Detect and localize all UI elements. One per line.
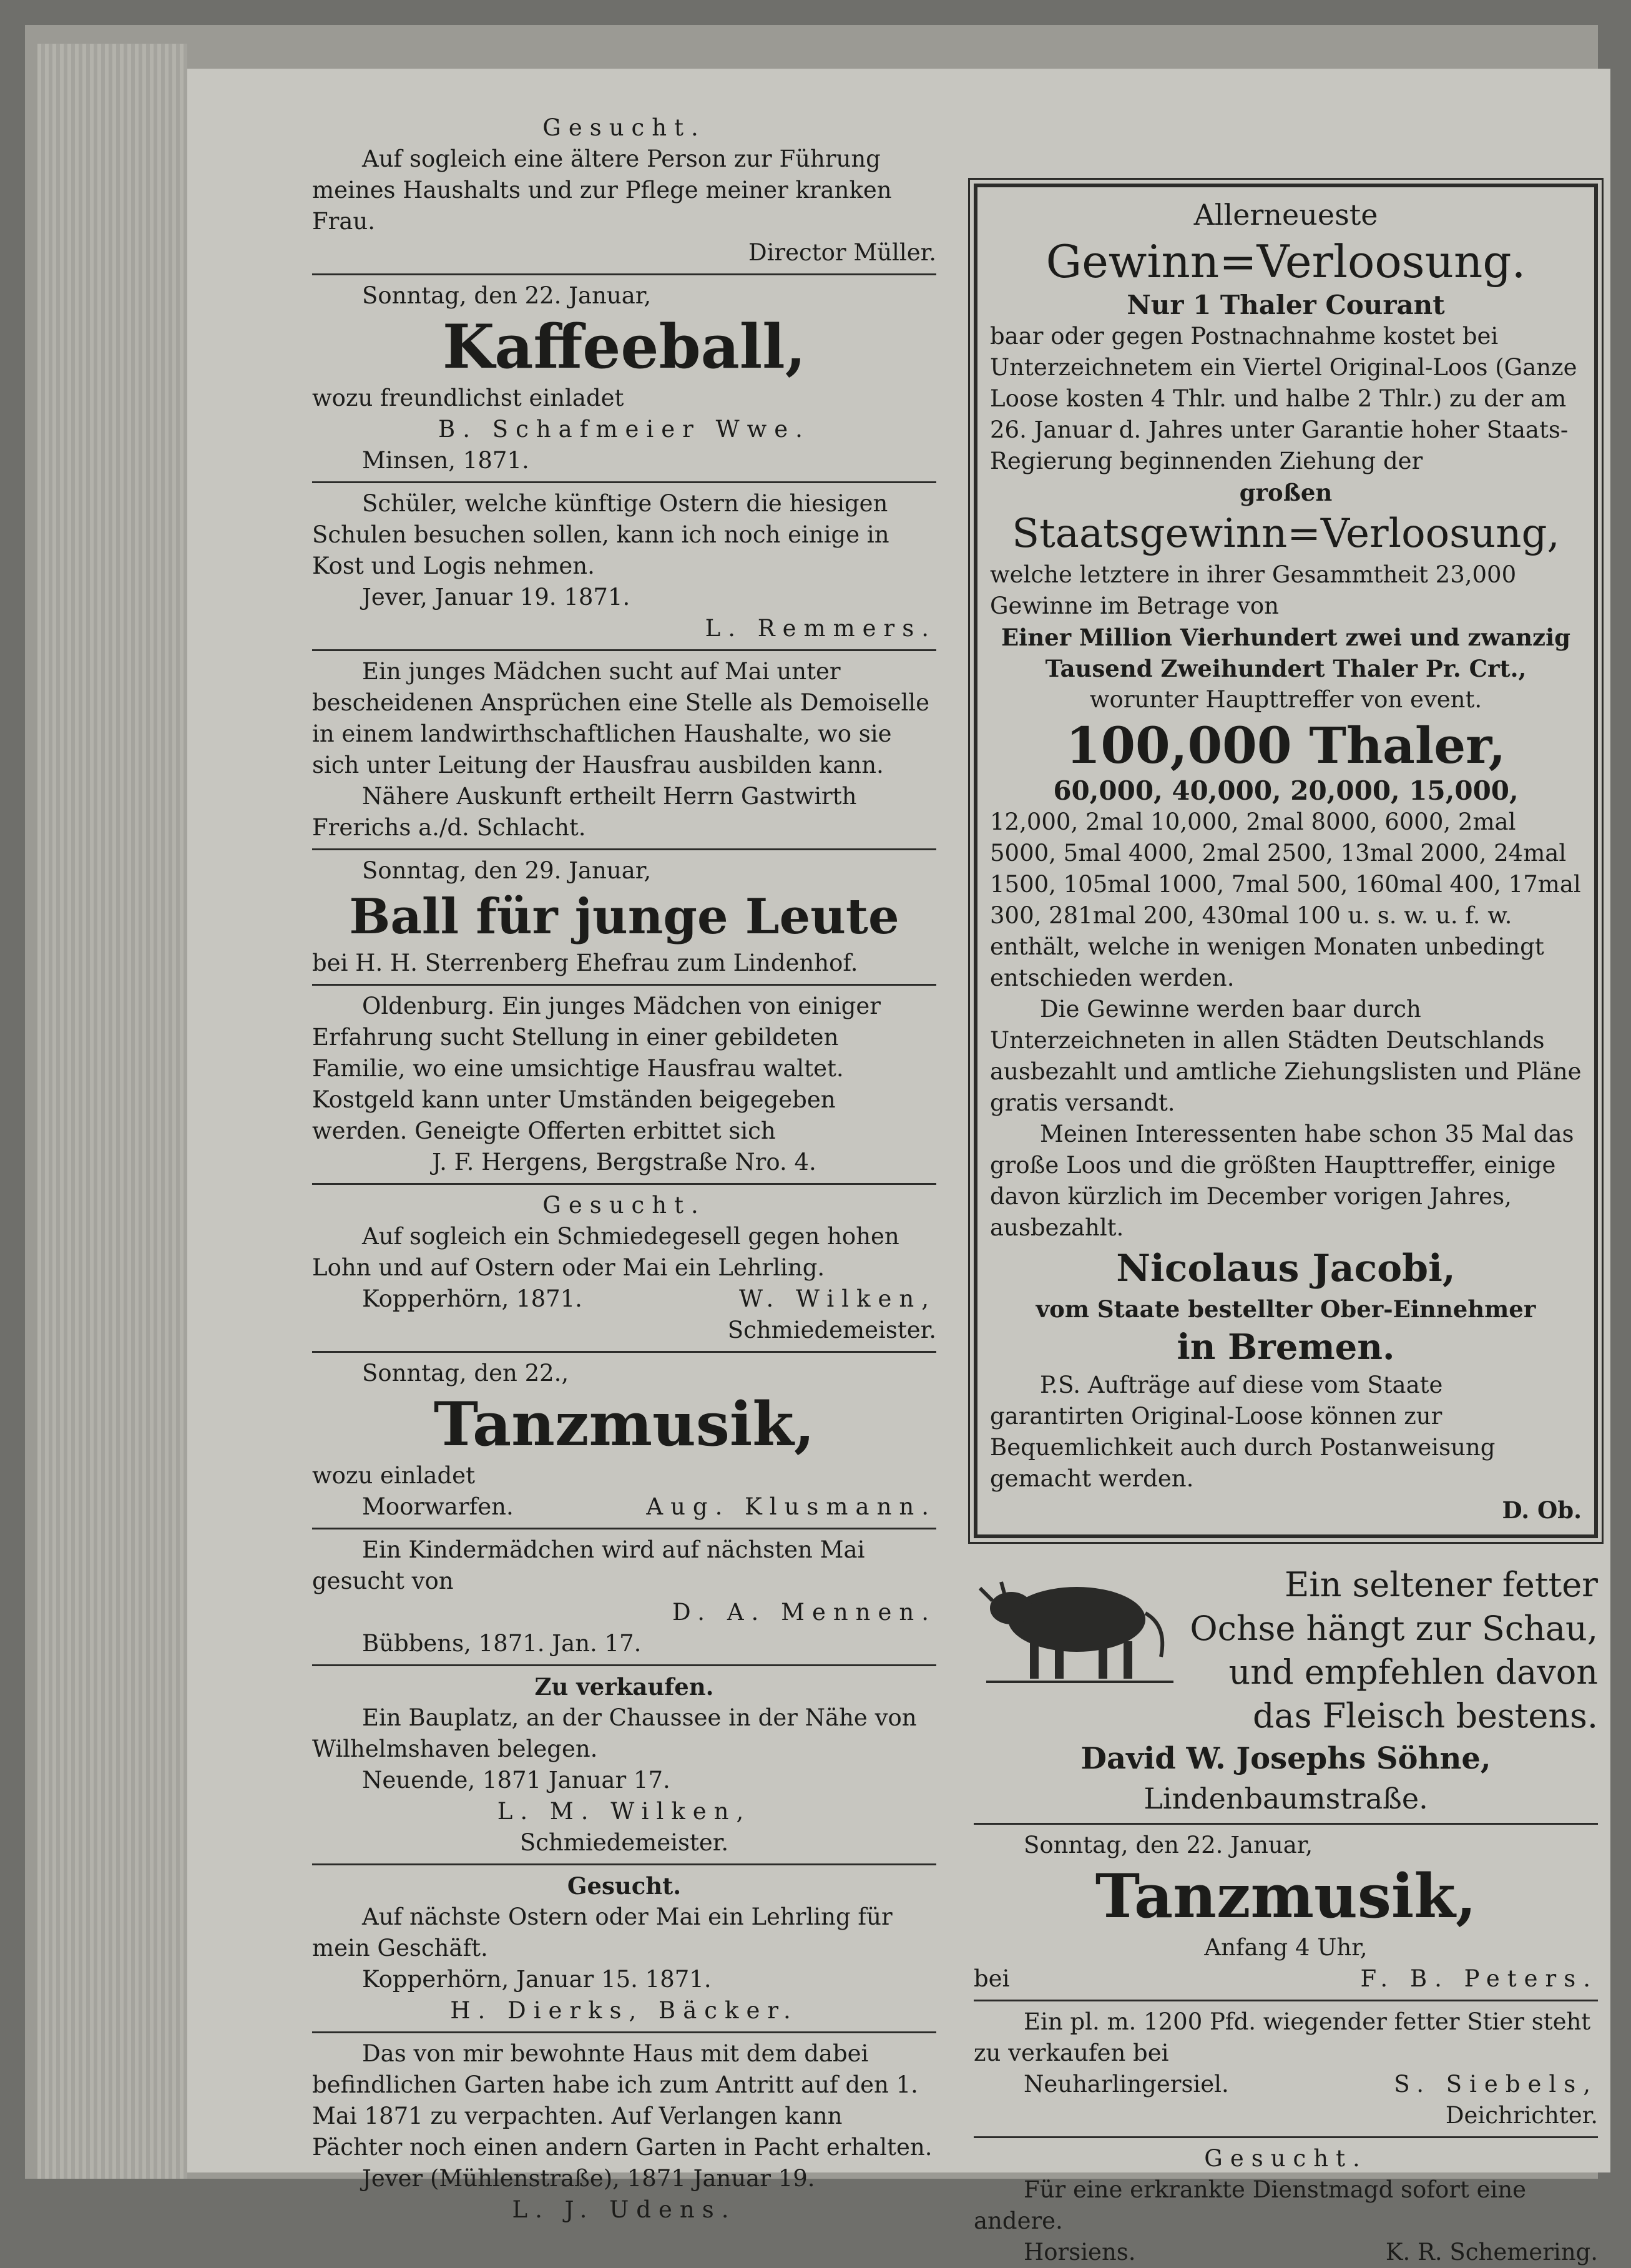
ad-name: Aug. Klusmann. — [646, 1493, 936, 1520]
ad-youth-ball — [312, 855, 936, 979]
ad-role: Deichrichter. — [1445, 2102, 1598, 2129]
ox-street: Lindenbaumstraße. — [1144, 1782, 1428, 1815]
lottery-text-4: Meinen Interessenten habe schon 35 Mal das große Loos und die größten Haupttreffer, einige davon kürzlich im December vorigen Jahres, ausbezahlt. — [990, 1121, 1574, 1241]
lottery-name: Nicolaus Jacobi, — [1116, 1247, 1456, 1290]
ad-place: Minsen, 1871. — [362, 447, 529, 474]
ad-more-info: Nähere Auskunft ertheilt Herrn Gastwirth Frerichs a./d. Schlacht. — [312, 783, 857, 841]
ad-heading: Gesucht. — [567, 1872, 682, 1900]
ad-name: F. B. Peters. — [1360, 1965, 1598, 1992]
lottery-ob: D. Ob. — [1502, 1496, 1582, 1524]
ad-text: Schüler, welche künftige Ostern die hiesigen Schulen besuchen sollen, kann ich noch einige in Kost und Logis nehmen. — [312, 490, 889, 579]
ad-line: wozu einladet — [312, 1462, 475, 1489]
lottery-prize-list: 12,000, 2mal 10,000, 2mal 8000, 6000, 2mal 5000, 5mal 4000, 2mal 2500, 13mal 2000, 24mal 1500, 105mal 1000, 7mal 500, 160mal 400, 17mal 300, 281mal 200, 430mal 100 u. s. w. u. f. w. enthält, welche in wenigen Monaten unbedingt entschieden werden. — [990, 808, 1581, 991]
ad-place: Horsiens. — [1024, 2239, 1136, 2266]
ad-name: B. Schafmeier Wwe. — [438, 416, 810, 443]
ad-date: Sonntag, den 22. Januar, — [1024, 1832, 1313, 1858]
ad-apprentice-baker — [312, 1870, 936, 2026]
ad-text: Das von mir bewohnte Haus mit dem dabei befindlichen Garten habe ich zum Antritt auf den 1. Mai 1871 zu verpachten. Auf Verlangen kann Pächter noch einen andern Garten in Pacht erhalten. — [312, 2040, 933, 2161]
ad-signature: Director Müller. — [748, 239, 936, 266]
left-column — [312, 112, 936, 2226]
ad-name: S. Siebels, — [1394, 2071, 1598, 2098]
ad-heading: Gesucht. — [542, 1192, 706, 1219]
divider — [312, 649, 936, 651]
ad-name: D. A. Mennen. — [672, 1599, 936, 1626]
ad-tanzmusik-peters — [974, 1830, 1598, 1995]
divider — [312, 1863, 936, 1865]
ad-place: Jever, Januar 19. 1871. — [362, 584, 630, 611]
divider — [312, 273, 936, 275]
ad-name: K. R. Schemering. — [1385, 2239, 1598, 2266]
ad-wanted-housekeeper — [312, 112, 936, 268]
lottery-city: in Bremen. — [1177, 1327, 1395, 1368]
ad-heading: Gesucht. — [542, 114, 706, 141]
ad-footer-row — [312, 1284, 936, 1315]
ad-name: W. Wilken, — [738, 1285, 936, 1312]
ad-tanzmusik-moorwarfen — [312, 1358, 936, 1523]
ad-house-lease — [312, 2038, 936, 2226]
lottery-role: vom Staate bestellter Ober-Einnehmer — [1036, 1295, 1536, 1323]
divider — [312, 481, 936, 483]
ad-time: Anfang 4 Uhr, — [1204, 1934, 1368, 1961]
divider — [312, 984, 936, 986]
divider — [974, 2136, 1598, 2138]
ad-building-plot — [312, 1671, 936, 1858]
ad-lottery-box — [974, 184, 1598, 1538]
ad-date: Sonntag, den 29. Januar, — [362, 857, 652, 884]
ad-place: Neuharlingersiel. — [1024, 2071, 1229, 2098]
ad-place: Moorwarfen. — [362, 1493, 514, 1520]
ad-heading: Zu verkaufen. — [534, 1673, 714, 1701]
divider — [974, 1823, 1598, 1825]
ad-date: Sonntag, den 22. Januar, — [362, 282, 652, 309]
ad-heading: Gesucht. — [1204, 2145, 1368, 2172]
ad-place: Jever (Mühlenstraße), 1871 Januar 19. — [362, 2165, 815, 2192]
divider — [312, 1183, 936, 1185]
ad-nanny-wanted — [312, 1534, 936, 1659]
ad-students-lodging — [312, 488, 936, 644]
ad-text: Auf nächste Ostern oder Mai ein Lehrling für mein Geschäft. — [312, 1903, 893, 1961]
ad-young-woman-position — [312, 656, 936, 843]
ad-place: Bübbens, 1871. Jan. 17. — [362, 1630, 642, 1657]
ad-footer-row — [974, 2237, 1598, 2268]
ad-date: Sonntag, den 22., — [362, 1360, 569, 1387]
page-edges — [37, 44, 187, 2179]
divider — [312, 1351, 936, 1353]
ad-bei: bei — [974, 1965, 1010, 1992]
ad-place: Kopperhörn, Januar 15. 1871. — [362, 1966, 712, 1993]
ad-title: Tanzmusik, — [433, 1389, 815, 1460]
divider — [312, 1664, 936, 1666]
ad-text: Ein pl. m. 1200 Pfd. wiegender fetter Stier steht zu verkaufen bei — [974, 2008, 1591, 2066]
lottery-text-3: Die Gewinne werden baar durch Unterzeichneten in allen Städten Deutschlands ausbezahlt und amtliche Ziehungslisten und Pläne gratis versandt. — [990, 996, 1582, 1116]
ad-role: Schmiedemeister. — [519, 1829, 729, 1856]
lottery-text-1: baar oder gegen Postnachnahme kostet bei Unterzeichnetem ein Viertel Original-Loos (Ganze Loose kosten 4 Thlr. und halbe 2 Thlr.) zu der am 26. Januar d. Jahres unter Garantie hoher Staats-Regierung beginnenden Ziehung der — [990, 323, 1577, 474]
ad-smith-journeyman — [312, 1190, 936, 1346]
divider — [312, 2031, 936, 2033]
lottery-prizes: 60,000, 40,000, 20,000, 15,000, — [1053, 775, 1519, 806]
ad-signature: L. J. Udens. — [512, 2196, 737, 2223]
ad-maid-wanted — [974, 2143, 1598, 2268]
ad-text: Oldenburg. Ein junges Mädchen von einiger Erfahrung sucht Stellung in einer gebildeten Familie, wo eine umsichtige Hausfrau waltet. Kostgeld kann unter Umständen beigegeben werden. Geneigte Offerten erbittet sich — [312, 993, 881, 1144]
ad-oldenburg — [312, 991, 936, 1178]
ad-ox-row — [974, 1563, 1598, 1738]
divider — [312, 1528, 936, 1529]
ad-text: Ein junges Mädchen sucht auf Mai unter bescheidenen Ansprüchen eine Stelle als Demoiselle in einem landwirthschaftlichen Haushalte, wo sie sich unter Leitung der Hausfrau ausbilden kann. — [312, 658, 930, 778]
ad-text: Ein Bauplatz, an der Chaussee in der Nähe von Wilhelmshaven belegen. — [312, 1704, 917, 1762]
lottery-top-prize: 100,000 Thaler, — [1065, 716, 1506, 775]
ad-bull-sale — [974, 2006, 1598, 2131]
lottery-grossen: großen — [1239, 479, 1333, 506]
ad-signature: H. Dierks, Bäcker. — [450, 1997, 798, 2024]
ad-place: Neuende, 1871 Januar 17. — [362, 1767, 670, 1794]
ad-title: Tanzmusik, — [1095, 1861, 1477, 1932]
lottery-text-2: welche letztere in ihrer Gesammtheit 23,000 Gewinne im Betrage von — [990, 561, 1517, 619]
ox-name: David W. Josephs Söhne, — [1080, 1741, 1491, 1776]
ad-title: Ball für junge Leute — [349, 888, 899, 945]
ad-signature: J. F. Hergens, Bergstraße Nro. 4. — [432, 1149, 816, 1176]
ad-line: bei H. H. Sterrenberg Ehefrau zum Lindenhof. — [312, 950, 858, 976]
ad-title: Kaffeeball, — [442, 312, 806, 382]
lottery-title-2: Staatsgewinn=Verloosung, — [1012, 511, 1560, 557]
ad-text: Auf sogleich ein Schmiedegesell gegen hohen Lohn und auf Ostern oder Mai ein Lehrling. — [312, 1223, 899, 1281]
ad-place: Kopperhörn, 1871. — [362, 1285, 582, 1312]
ad-name: L. M. Wilken, — [497, 1798, 752, 1825]
ad-ox — [974, 1563, 1598, 1818]
right-column — [974, 112, 1598, 2268]
ad-footer-row — [312, 1491, 936, 1523]
ox-text: Ein seltener fetter Ochse hängt zur Schau, und empfehlen davon das Fleisch bestens. — [1190, 1565, 1598, 1735]
ad-signature: L. Remmers. — [705, 615, 936, 642]
lottery-worunter: worunter Haupttreffer von event. — [1089, 686, 1482, 713]
lottery-kicker: Allerneueste — [1193, 198, 1378, 232]
ad-kaffeeball — [312, 280, 936, 476]
ad-text: Ein Kindermädchen wird auf nächsten Mai gesucht von — [312, 1536, 865, 1594]
ad-role: Schmiedemeister. — [727, 1317, 936, 1343]
lottery-title: Gewinn=Verloosung. — [1046, 235, 1526, 288]
divider — [312, 848, 936, 850]
ad-text: Für eine erkrankte Dienstmagd sofort eine andere. — [974, 2176, 1527, 2234]
ad-line: wozu freundlichst einladet — [312, 385, 624, 411]
ad-text: Auf sogleich eine ältere Person zur Führung meines Haushalts und zur Pflege meiner kranken Frau. — [312, 145, 892, 235]
lottery-ps: P.S. Aufträge auf diese vom Staate garantirten Original-Loose können zur Bequemlichkeit auch durch Postanweisung gemacht werden. — [990, 1372, 1496, 1492]
ad-footer-row — [974, 2069, 1598, 2100]
lottery-million: Einer Million Vierhundert zwei und zwanzig Tausend Zweihundert Thaler Pr. Crt., — [1001, 624, 1570, 682]
lottery-price: Nur 1 Thaler Courant — [1127, 290, 1445, 320]
ox-icon — [974, 1563, 1180, 1688]
divider — [974, 2000, 1598, 2001]
ad-footer-row — [974, 1963, 1598, 1995]
